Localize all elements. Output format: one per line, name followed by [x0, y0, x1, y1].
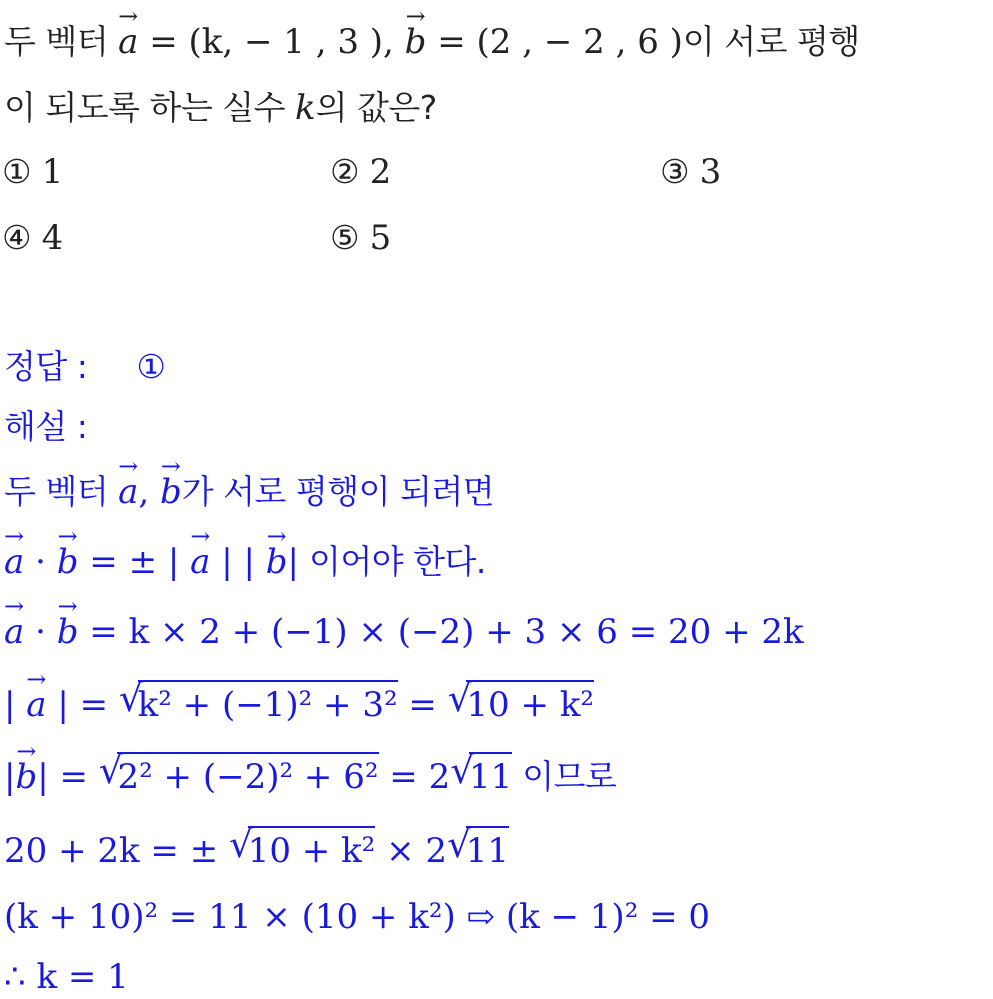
question-prefix: 두 벡터: [4, 22, 119, 61]
sqrt-expression: √ 2² + (−2)² + 6²: [98, 748, 379, 797]
sqrt-expression: √ 11: [450, 748, 513, 797]
question-line-1: [4, 20, 860, 64]
solution-vector-b: → b: [160, 470, 182, 514]
choice-4-value: 4: [41, 218, 64, 258]
solution-label: 해설 :: [4, 407, 88, 446]
vector-b: → b: [405, 20, 427, 64]
answer-label: 정답 :: [4, 347, 88, 386]
solution-step-7: (k + 10)² = 11 × (10 + k²) ⇨ (k − 1)² = 0: [4, 897, 711, 937]
vector-a: → a: [118, 20, 138, 64]
answer-value: ①: [136, 347, 166, 386]
choice-1[interactable]: [2, 150, 63, 194]
sqrt-expression: √ 11: [447, 822, 510, 871]
choice-1-value: 1: [41, 152, 64, 192]
solution-step-5: |→ b| = √ 2² + (−2)² + 6² = 2 √ 11 이므로: [4, 752, 616, 799]
choice-4-number: ④: [2, 218, 32, 257]
choice-4[interactable]: [2, 216, 63, 260]
vector-b-components: = (2 , − 2 , 6 ): [426, 22, 683, 62]
choice-2-number: ②: [330, 152, 360, 191]
solution-step-4: | → a | = √ k² + (−1)² + 3² = √ 10 + k²: [4, 680, 594, 727]
solution-step-3: → a · → b = k × 2 + (−1) × (−2) + 3 × 6 = 20 + 2k: [4, 610, 804, 654]
sqrt-expression: √ k² + (−1)² + 3²: [118, 676, 398, 725]
choice-5-value: 5: [369, 218, 392, 258]
sqrt-expression: √ 10 + k²: [229, 822, 376, 871]
question-variable-k: k: [294, 88, 316, 128]
solution-step-1: 두 벡터 → a, → b가 서로 평행이 되려면: [4, 470, 494, 514]
choice-2[interactable]: [330, 150, 391, 194]
choice-3-number: ③: [660, 152, 690, 191]
answer-line: [4, 345, 166, 389]
solution-step-6: 20 + 2k = ± √ 10 + k² × 2 √ 11: [4, 822, 510, 871]
solution-step-8: ∴ k = 1: [4, 957, 129, 997]
choice-5[interactable]: [330, 216, 391, 260]
choice-3-value: 3: [699, 152, 722, 192]
question-line2-suffix: 의 값은?: [315, 88, 437, 127]
choice-5-number: ⑤: [330, 218, 360, 257]
question-line-2: [4, 86, 437, 130]
sqrt-expression: √ 10 + k²: [447, 676, 594, 725]
solution-vector-a: → a: [118, 470, 138, 514]
choice-2-value: 2: [369, 152, 392, 192]
solution-step-2: → a · → b = ± | → a | | → b| 이어야 한다.: [4, 540, 486, 584]
question-line2-prefix: 이 되도록 하는 실수: [4, 88, 295, 127]
choice-3[interactable]: [660, 150, 721, 194]
vector-a-components: = (k, − 1 , 3 ),: [138, 22, 405, 62]
question-suffix: 이 서로 평행: [682, 22, 860, 61]
choice-1-number: ①: [2, 152, 32, 191]
